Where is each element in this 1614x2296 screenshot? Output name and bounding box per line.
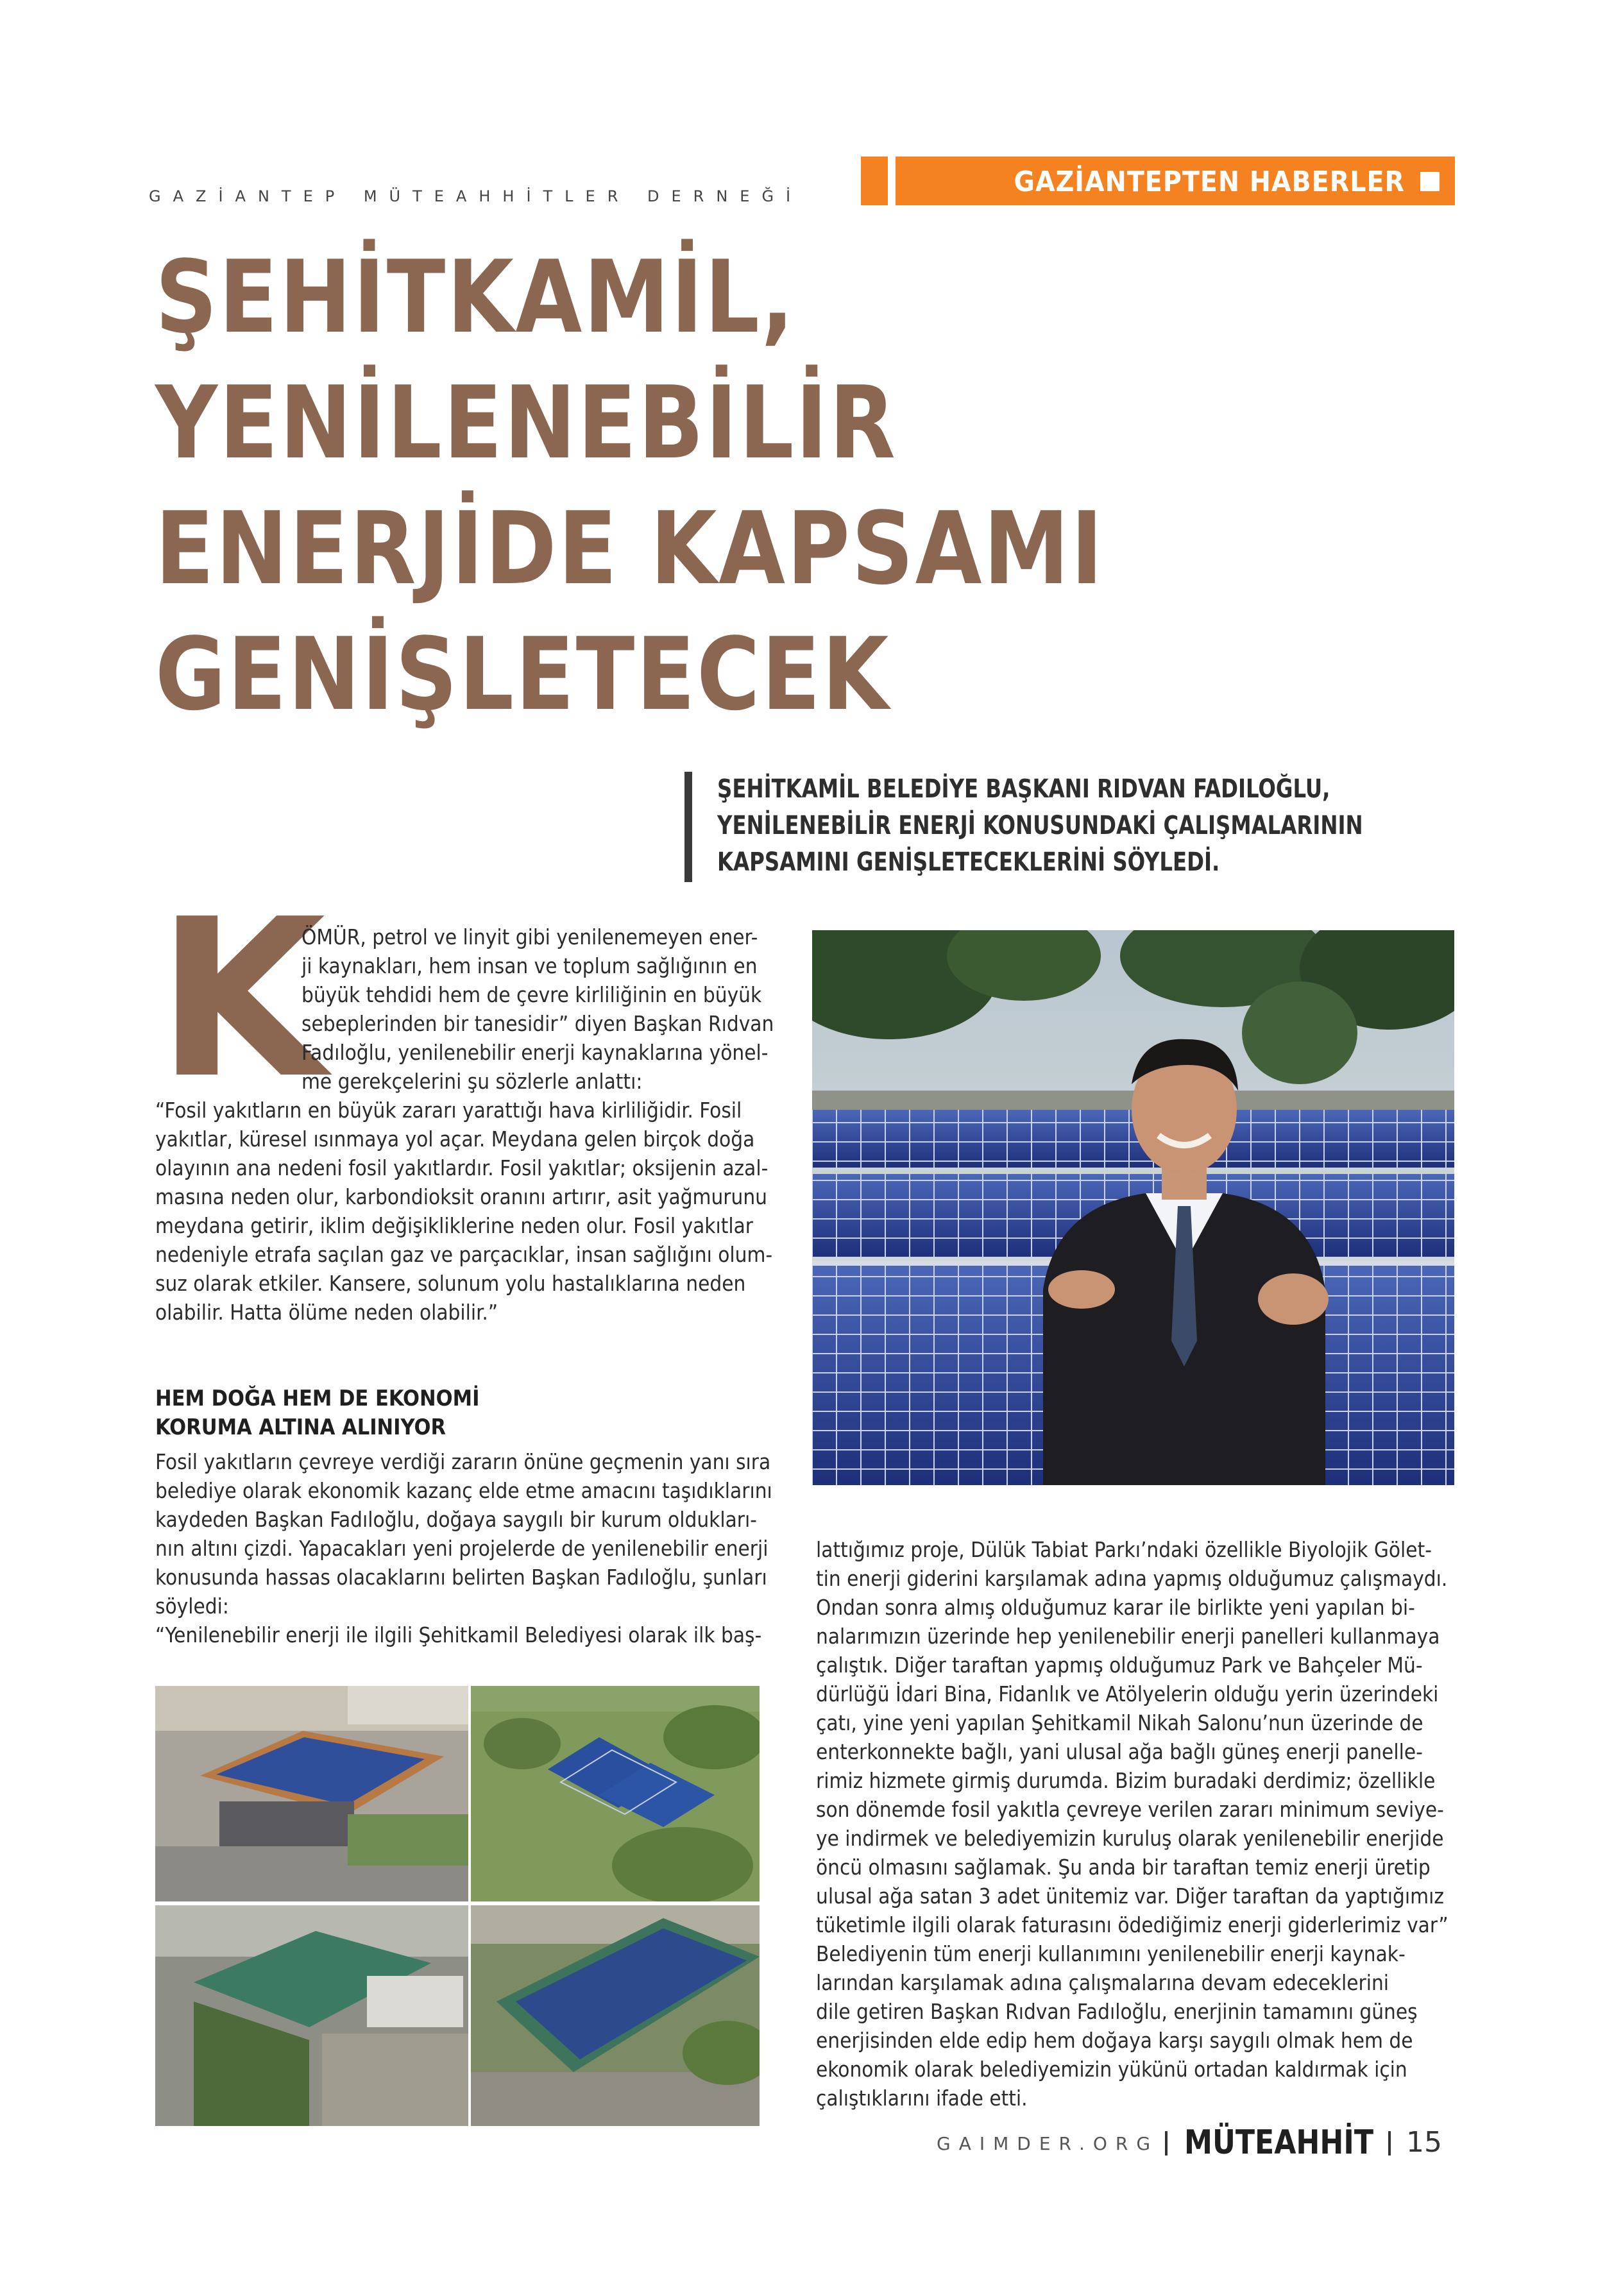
text-line: me gerekçelerini şu sözlerle anlattı: [302,1069,643,1094]
text-line: Ondan sonra almış olduğumuz karar ile birlikte yeni yapılan bi- [816,1595,1415,1620]
title-line: ŞEHİTKAMİL, [155,239,796,355]
section-tag [896,157,1455,205]
text-line: ulusal ağa satan 3 adet ünitemiz var. Diğer taraftan da yaptığımız [816,1884,1444,1909]
text-line: çalıştık. Diğer taraftan yapmış olduğumuz Park ve Bahçeler Mü- [816,1653,1423,1678]
text-line: ye indirmek ve belediyemizin kuruluş olarak yenilenebilir enerjide [816,1826,1444,1851]
text-line: belediye olarak ekonomik kazanç elde etme amacını taşıdıklarını [155,1478,772,1503]
text-line: rimiz hizmete girmiş durumda. Bizim buradaki derdimiz; özellikle [816,1768,1436,1793]
square-icon [1420,172,1440,191]
text-line: ji kaynakları, hem insan ve toplum sağlığının en [302,953,758,978]
text-line: tin enerji giderini karşılamak adına yapmış olduğumuz çalışmaydı. [816,1566,1448,1591]
text-line: nalarımızın üzerinde hep yenilenebilir enerji panelleri kullanmaya [816,1624,1440,1649]
page-number: 15 [1406,2126,1442,2159]
quote-paragraph [155,1096,790,1327]
text-line: nedeniyle etrafa saçılan gaz ve parçacıklar, insan sağlığını olum- [155,1242,773,1267]
footer-divider [1165,2131,1168,2156]
drop-cap: K [157,872,326,1127]
text-line: enerjisinden elde edip hem doğaya karşı saygılı olmak hem de [816,2028,1413,2053]
title-line: YENİLENEBİLİR [155,364,897,481]
section-heading [155,1384,479,1442]
title-line: GENİŞLETECEK [155,616,890,733]
text-line: kaydeden Başkan Fadıloğlu, doğaya saygılı bir kurum oldukları- [155,1507,757,1532]
intro-paragraph [302,923,789,1096]
text-line: ekonomik olarak belediyemizin yükünü ortadan kaldırmak için [816,2057,1407,2082]
continued-paragraph [816,1535,1457,2113]
text-line: meydana getirir, iklim değişikliklerine neden olur. Fosil yakıtlar [155,1213,754,1238]
subtitle-bar [684,772,692,882]
text-line: öncü olmasını sağlamak. Şu anda bir taraftan temiz enerji üretip [816,1855,1431,1880]
workshop-roof-solar-photo [471,1905,760,2126]
text-line: yakıtlar, küresel ısınmaya yol açar. Meydana gelen birçok doğa [155,1127,755,1152]
text-line: dürlüğü İdari Bina, Fidanlık ve Atölyelerin olduğu yerin üzerindeki [816,1681,1439,1706]
text-line: suz olarak etkiler. Kansere, solunum yolu hastalıklarına neden [155,1271,746,1296]
footer-url: GAIMDER.ORG [937,2133,1159,2154]
text-line: son dönemde fosil yakıtla çevreye verilen zararı minimum seviye- [816,1797,1444,1822]
park-solar-array-photo [471,1686,760,1901]
text-line: “Fosil yakıtların en büyük zararı yarattığı hava kirliliğidir. Fosil [155,1098,742,1123]
article-title [155,234,1314,737]
text-line: Fosil yakıtların çevreye verdiği zararın önüne geçmenin yanı sıra [155,1449,771,1474]
text-line: çatı, yine yeni yapılan Şehitkamil Nikah Salonu’nun üzerinde de [816,1710,1423,1735]
text-line: nın altını çizdi. Yapacakları yeni projelerde de yenilenebilir enerji [155,1536,769,1561]
article-subtitle [717,771,1439,881]
footer-divider [1388,2131,1391,2156]
mayor-solar-panels-photo [812,930,1454,1485]
text-line: büyük tehdidi hem de çevre kirliliğinin en büyük [302,982,762,1007]
text-line: sebeplerinden bir tanesidir” diyen Başkan Rıdvan [302,1011,774,1036]
text-line: tüketimle ilgili olarak faturasını ödediğimiz enerji giderlerimiz var” [816,1912,1448,1937]
title-line: ENERJİDE KAPSAMI [155,490,1105,607]
text-line: “Yenilenebilir enerji ile ilgili Şehitkamil Belediyesi olarak ilk baş- [155,1622,762,1647]
text-line: olayının ana nedeni fosil yakıtlardır. Fosil yakıtlar; oksijenin azal- [155,1155,769,1180]
section-paragraph [155,1447,790,1649]
building-rooftop-solar-photo [155,1686,468,1901]
heading-line: HEM DOĞA HEM DE EKONOMİ [155,1386,480,1411]
section-tag-stub [861,157,888,205]
footer-brand-logo: MÜTEAHHİT [1184,2123,1374,2162]
text-line: enterkonnekte bağlı, yani ulusal ağa bağlı güneş enerji panelle- [816,1739,1423,1764]
text-line: ÖMÜR, petrol ve linyit gibi yenilenemeyen ener- [302,924,758,949]
text-line: lattığımız proje, Dülük Tabiat Parkı’ndaki özellikle Biyolojik Gölet- [816,1537,1432,1562]
text-line: olabilir. Hatta ölüme neden olabilir.” [155,1300,498,1325]
association-name: GAZİANTEP MÜTEAHHİTLER DERNEĞİ [149,187,803,205]
text-line: Fadıloğlu, yenilenebilir enerji kaynaklarına yönel- [302,1040,769,1065]
subtitle-line: KAPSAMINI GENİŞLETECEKLERİNİ SÖYLEDİ. [717,847,1220,877]
text-line: masına neden olur, karbondioksit oranını artırır, asit yağmurunu [155,1184,767,1209]
subtitle-line: YENİLENEBİLİR ENERJİ KONUSUNDAKİ ÇALIŞMALARININ [717,811,1363,840]
text-line: çalıştıklarını ifade etti. [816,2086,1028,2111]
section-tag-label: GAZİANTEPTEN HABERLER [1014,166,1405,198]
text-line: konusunda hassas olacaklarını belirten Başkan Fadıloğlu, şunları [155,1565,767,1590]
text-line: Belediyenin tüm enerji kullanımını yenilenebilir enerji kaynak- [816,1941,1406,1966]
text-line: dile getiren Başkan Rıdvan Fadıloğlu, enerjinin tamamını güneş [816,1999,1418,2024]
heading-line: KORUMA ALTINA ALINIYOR [155,1415,446,1440]
nursery-greenhouse-photo [155,1905,468,2126]
text-line: larından karşılamak adına çalışmalarına devam edeceklerini [816,1970,1389,1995]
text-line: söyledi: [155,1594,229,1619]
subtitle-line: ŞEHİTKAMİL BELEDİYE BAŞKANI RIDVAN FADILOĞLU, [717,774,1330,804]
